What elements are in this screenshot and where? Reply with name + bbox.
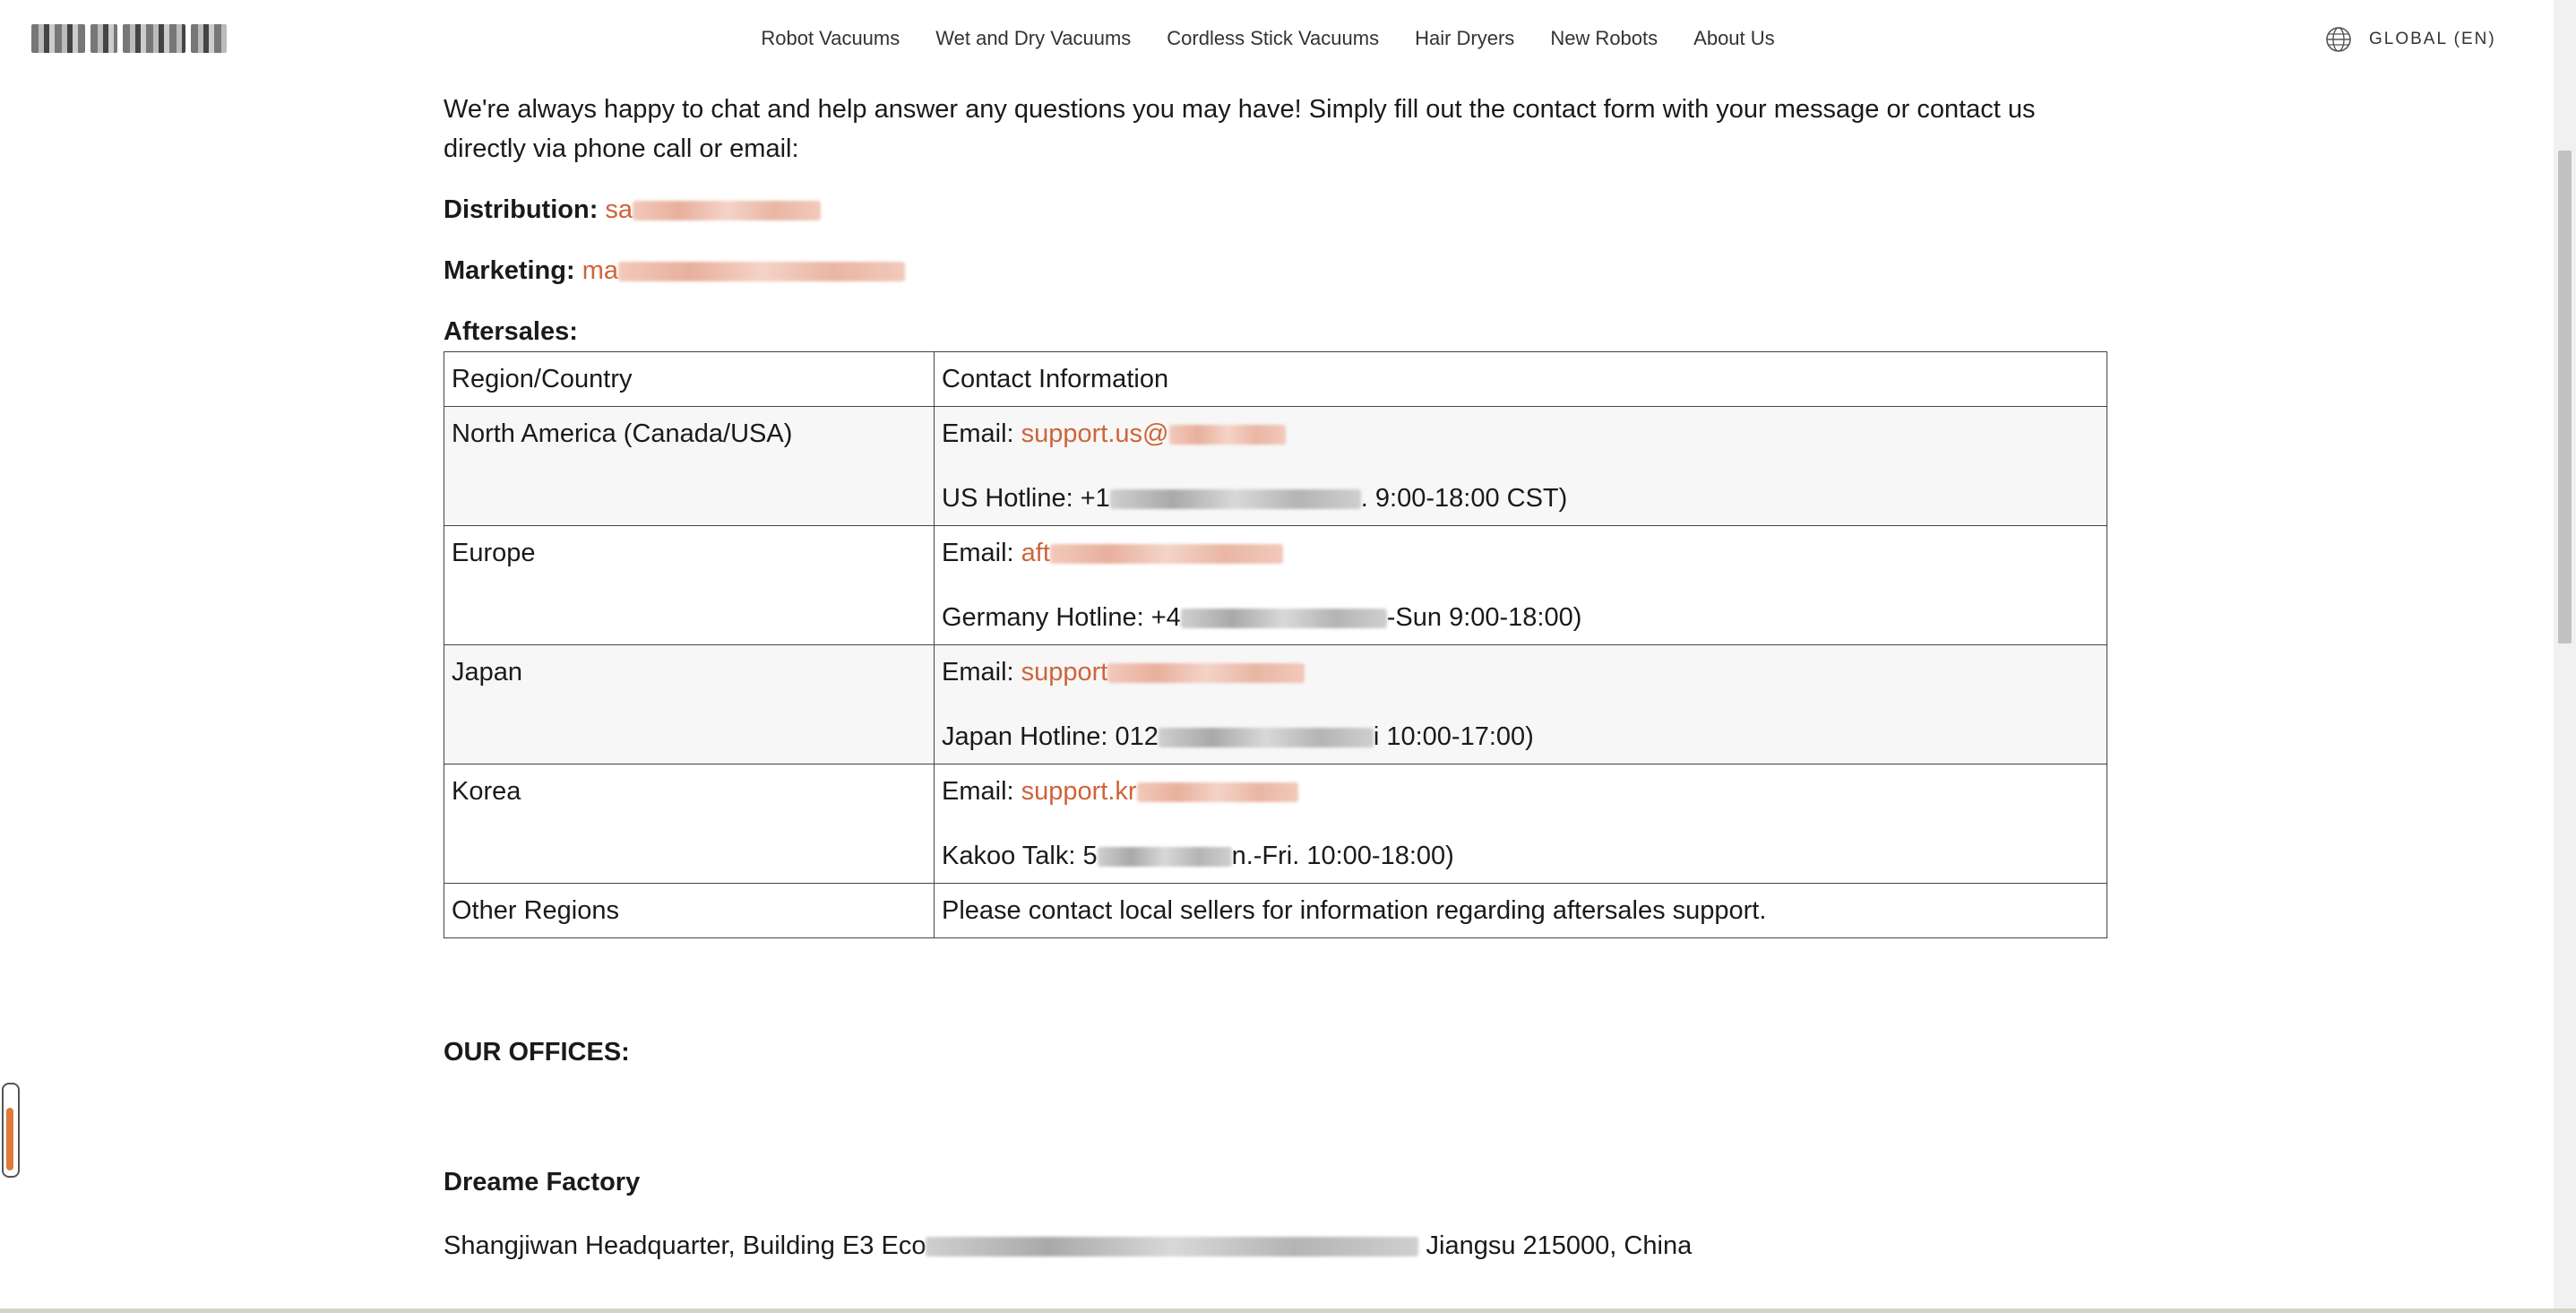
marketing-contact — [444, 251, 2106, 290]
table-row — [444, 526, 2107, 645]
marketing-email-link[interactable]: ma — [582, 256, 905, 285]
nav-new-robots[interactable]: New Robots — [1550, 27, 1658, 49]
table-header-row — [444, 352, 2107, 407]
region-cell: Korea — [444, 764, 935, 884]
region-cell: Europe — [444, 526, 935, 645]
email-link[interactable]: support — [1021, 658, 1305, 687]
distribution-email-link[interactable]: sa — [605, 195, 821, 224]
table-row — [444, 407, 2107, 526]
contact-content — [444, 90, 2106, 938]
region-cell: Japan — [444, 645, 935, 764]
factory-heading: Dreame Factory — [444, 1168, 641, 1196]
region-cell: North America (Canada/USA) — [444, 407, 935, 526]
contact-cell: Email: support.us@ US Hotline: +1 . 9:00-18:00 CST) — [935, 407, 2107, 526]
table-row — [444, 884, 2107, 938]
email-link[interactable]: support.kr — [1021, 777, 1298, 806]
contact-cell: Email: support.kr Kakoo Talk: 5 n.-Fri. 10:00-18:00) — [935, 764, 2107, 884]
nav-wet-dry-vacuums[interactable]: Wet and Dry Vacuums — [935, 27, 1132, 49]
site-header — [0, 0, 2554, 82]
language-label: GLOBAL (EN) — [2369, 30, 2496, 48]
scrollbar-thumb[interactable] — [2558, 151, 2572, 644]
main-nav — [0, 27, 2554, 50]
distribution-contact — [444, 190, 2106, 229]
email-link[interactable]: support.us@ — [1021, 419, 1286, 448]
email-link[interactable]: aft — [1021, 539, 1283, 567]
language-selector[interactable] — [2324, 25, 2496, 54]
contact-cell: Email: aft Germany Hotline: +4 -Sun 9:00-18:00) — [935, 526, 2107, 645]
aftersales-table — [444, 351, 2107, 938]
table-header-region: Region/Country — [444, 352, 935, 407]
marketing-label: Marketing: — [444, 256, 575, 285]
page-scrollbar[interactable] — [2554, 0, 2576, 1313]
nav-about-us[interactable]: About Us — [1693, 27, 1775, 49]
bottom-edge — [0, 1309, 2576, 1313]
region-cell: Other Regions — [444, 884, 935, 938]
side-handle[interactable] — [2, 1083, 20, 1178]
nav-robot-vacuums[interactable]: Robot Vacuums — [761, 27, 900, 49]
aftersales-label: Aftersales: — [444, 317, 578, 346]
table-row — [444, 645, 2107, 764]
table-row — [444, 764, 2107, 884]
intro-text: We're always happy to chat and help answer any questions you may have! Simply fill out the contact form with your message or contact us directly via phone call or email: — [444, 95, 2036, 163]
table-header-contact: Contact Information — [935, 352, 2107, 407]
contact-cell: Email: support Japan Hotline: 012 i 10:00-17:00) — [935, 645, 2107, 764]
distribution-label: Distribution: — [444, 195, 599, 224]
nav-hair-dryers[interactable]: Hair Dryers — [1415, 27, 1515, 49]
factory-address: Shangjiwan Headquarter, Building E3 Eco Jiangsu 215000, China — [444, 1231, 1693, 1260]
contact-cell: Please contact local sellers for information regarding aftersales support. — [935, 884, 2107, 938]
nav-cordless-stick-vacuums[interactable]: Cordless Stick Vacuums — [1167, 27, 1380, 49]
offices-heading: OUR OFFICES: — [444, 1038, 630, 1067]
globe-icon — [2324, 25, 2353, 54]
